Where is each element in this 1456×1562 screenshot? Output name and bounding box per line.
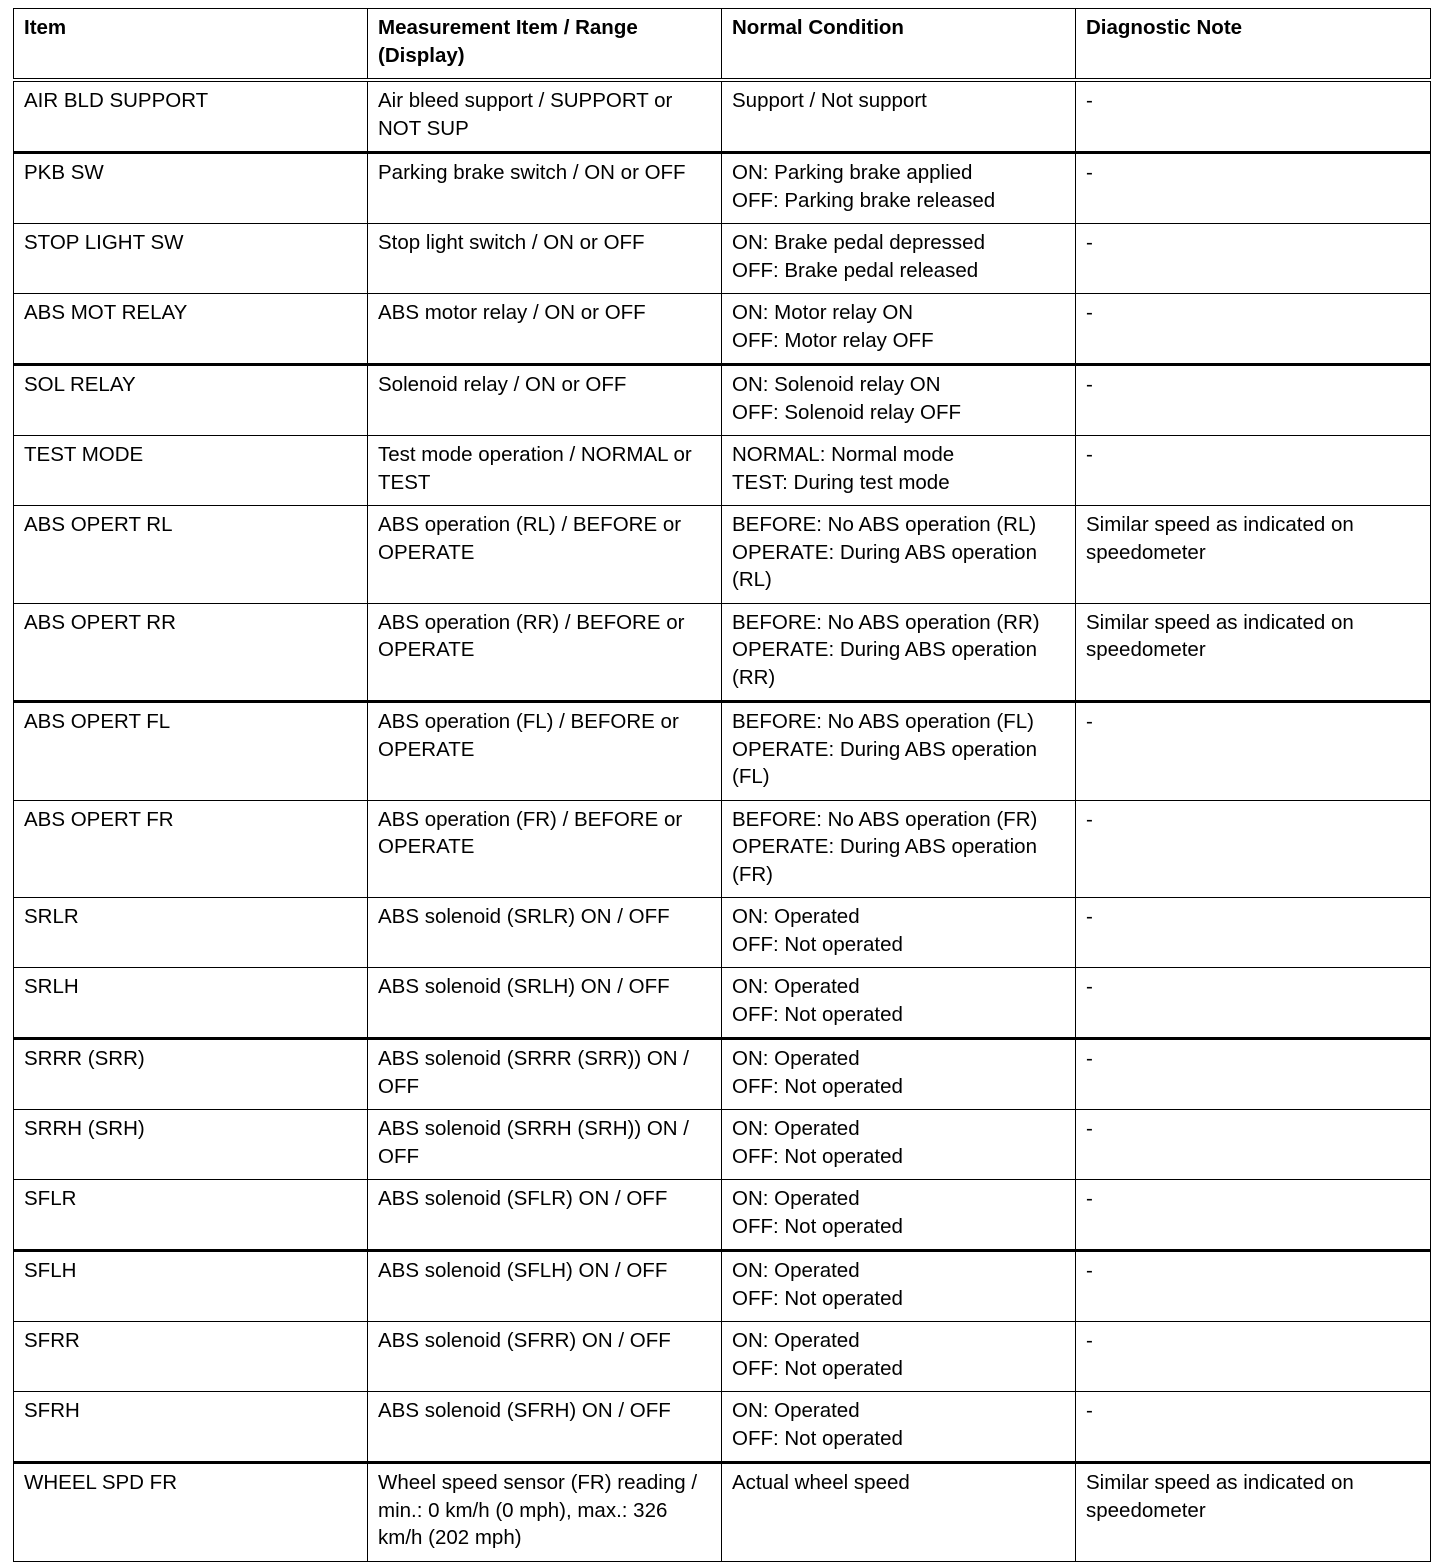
cell-normal-condition: ON: Operated OFF: Not operated (722, 898, 1076, 968)
cell-item: WHEEL SPD FR (14, 1463, 368, 1562)
table-row (14, 702, 1431, 801)
cell-item: SRRR (SRR) (14, 1039, 368, 1110)
table-row (14, 294, 1431, 365)
cell-diagnostic-note: - (1076, 1392, 1431, 1463)
cell-item: SFRR (14, 1322, 368, 1392)
table-row (14, 365, 1431, 436)
cell-item: SRRH (SRH) (14, 1110, 368, 1180)
table-row (14, 1251, 1431, 1322)
column-header-normal-condition: Normal Condition (722, 9, 1076, 81)
table-row (14, 603, 1431, 702)
cell-item: SFRH (14, 1392, 368, 1463)
cell-normal-condition: BEFORE: No ABS operation (FL) OPERATE: During ABS operation (FL) (722, 702, 1076, 801)
cell-diagnostic-note: - (1076, 1322, 1431, 1392)
cell-measurement: ABS operation (FR) / BEFORE or OPERATE (368, 800, 722, 898)
table-body (14, 80, 1431, 1561)
table-row (14, 1110, 1431, 1180)
cell-measurement: ABS solenoid (SRRR (SRR)) ON / OFF (368, 1039, 722, 1110)
cell-normal-condition: ON: Operated OFF: Not operated (722, 1180, 1076, 1251)
cell-normal-condition: ON: Operated OFF: Not operated (722, 1392, 1076, 1463)
cell-item: ABS OPERT RL (14, 506, 368, 604)
cell-normal-condition: ON: Operated OFF: Not operated (722, 1322, 1076, 1392)
cell-normal-condition: ON: Parking brake applied OFF: Parking brake released (722, 153, 1076, 224)
cell-item: ABS OPERT FR (14, 800, 368, 898)
column-header-item: Item (14, 9, 368, 81)
cell-measurement: ABS solenoid (SRLH) ON / OFF (368, 968, 722, 1039)
table-row (14, 1322, 1431, 1392)
table-row (14, 898, 1431, 968)
cell-measurement: ABS solenoid (SFRR) ON / OFF (368, 1322, 722, 1392)
column-header-diagnostic-note: Diagnostic Note (1076, 9, 1431, 81)
table-header-row (14, 9, 1431, 81)
table-row (14, 1463, 1431, 1562)
column-header-measurement: Measurement Item / Range (Display) (368, 9, 722, 81)
cell-item: ABS OPERT FL (14, 702, 368, 801)
cell-normal-condition: ON: Operated OFF: Not operated (722, 968, 1076, 1039)
cell-diagnostic-note: - (1076, 436, 1431, 506)
cell-measurement: Parking brake switch / ON or OFF (368, 153, 722, 224)
cell-diagnostic-note: - (1076, 153, 1431, 224)
cell-normal-condition: ON: Brake pedal depressed OFF: Brake pedal released (722, 224, 1076, 294)
table-row (14, 1392, 1431, 1463)
cell-diagnostic-note: - (1076, 968, 1431, 1039)
table-row (14, 1180, 1431, 1251)
cell-diagnostic-note: - (1076, 800, 1431, 898)
cell-item: ABS MOT RELAY (14, 294, 368, 365)
table-row (14, 153, 1431, 224)
cell-item: SRLR (14, 898, 368, 968)
table-row (14, 1039, 1431, 1110)
table-row (14, 968, 1431, 1039)
cell-measurement: ABS solenoid (SFLR) ON / OFF (368, 1180, 722, 1251)
cell-diagnostic-note: - (1076, 365, 1431, 436)
cell-diagnostic-note: - (1076, 898, 1431, 968)
cell-normal-condition: ON: Operated OFF: Not operated (722, 1251, 1076, 1322)
cell-diagnostic-note: - (1076, 294, 1431, 365)
cell-normal-condition: NORMAL: Normal mode TEST: During test mode (722, 436, 1076, 506)
cell-normal-condition: Support / Not support (722, 80, 1076, 153)
cell-measurement: ABS operation (RR) / BEFORE or OPERATE (368, 603, 722, 702)
cell-normal-condition: Actual wheel speed (722, 1463, 1076, 1562)
cell-item: STOP LIGHT SW (14, 224, 368, 294)
cell-diagnostic-note: Similar speed as indicated on speedometer (1076, 603, 1431, 702)
cell-measurement: Test mode operation / NORMAL or TEST (368, 436, 722, 506)
cell-item: AIR BLD SUPPORT (14, 80, 368, 153)
cell-diagnostic-note: - (1076, 1039, 1431, 1110)
diagnostic-data-table (13, 8, 1431, 1562)
cell-measurement: ABS solenoid (SRLR) ON / OFF (368, 898, 722, 968)
cell-item: SRLH (14, 968, 368, 1039)
cell-item: SFLR (14, 1180, 368, 1251)
cell-measurement: ABS solenoid (SFRH) ON / OFF (368, 1392, 722, 1463)
table-row (14, 800, 1431, 898)
cell-normal-condition: BEFORE: No ABS operation (FR) OPERATE: During ABS operation (FR) (722, 800, 1076, 898)
cell-diagnostic-note: Similar speed as indicated on speedometer (1076, 506, 1431, 604)
cell-diagnostic-note: - (1076, 1251, 1431, 1322)
table-row (14, 80, 1431, 153)
cell-measurement: Solenoid relay / ON or OFF (368, 365, 722, 436)
cell-normal-condition: BEFORE: No ABS operation (RR) OPERATE: During ABS operation (RR) (722, 603, 1076, 702)
cell-measurement: Wheel speed sensor (FR) reading / min.: 0 km/h (0 mph), max.: 326 km/h (202 mph) (368, 1463, 722, 1562)
cell-diagnostic-note: - (1076, 1180, 1431, 1251)
cell-item: SFLH (14, 1251, 368, 1322)
cell-normal-condition: ON: Solenoid relay ON OFF: Solenoid relay OFF (722, 365, 1076, 436)
cell-measurement: ABS motor relay / ON or OFF (368, 294, 722, 365)
table-row (14, 436, 1431, 506)
cell-diagnostic-note: Similar speed as indicated on speedometer (1076, 1463, 1431, 1562)
cell-normal-condition: ON: Operated OFF: Not operated (722, 1039, 1076, 1110)
cell-diagnostic-note: - (1076, 224, 1431, 294)
cell-measurement: ABS operation (FL) / BEFORE or OPERATE (368, 702, 722, 801)
cell-diagnostic-note: - (1076, 1110, 1431, 1180)
cell-item: SOL RELAY (14, 365, 368, 436)
cell-normal-condition: ON: Operated OFF: Not operated (722, 1110, 1076, 1180)
cell-normal-condition: BEFORE: No ABS operation (RL) OPERATE: During ABS operation (RL) (722, 506, 1076, 604)
cell-item: TEST MODE (14, 436, 368, 506)
cell-item: ABS OPERT RR (14, 603, 368, 702)
table-row (14, 506, 1431, 604)
cell-normal-condition: ON: Motor relay ON OFF: Motor relay OFF (722, 294, 1076, 365)
cell-measurement: ABS operation (RL) / BEFORE or OPERATE (368, 506, 722, 604)
table-row (14, 224, 1431, 294)
cell-measurement: Air bleed support / SUPPORT or NOT SUP (368, 80, 722, 153)
cell-measurement: ABS solenoid (SFLH) ON / OFF (368, 1251, 722, 1322)
cell-diagnostic-note: - (1076, 80, 1431, 153)
cell-measurement: ABS solenoid (SRRH (SRH)) ON / OFF (368, 1110, 722, 1180)
cell-item: PKB SW (14, 153, 368, 224)
cell-measurement: Stop light switch / ON or OFF (368, 224, 722, 294)
cell-diagnostic-note: - (1076, 702, 1431, 801)
